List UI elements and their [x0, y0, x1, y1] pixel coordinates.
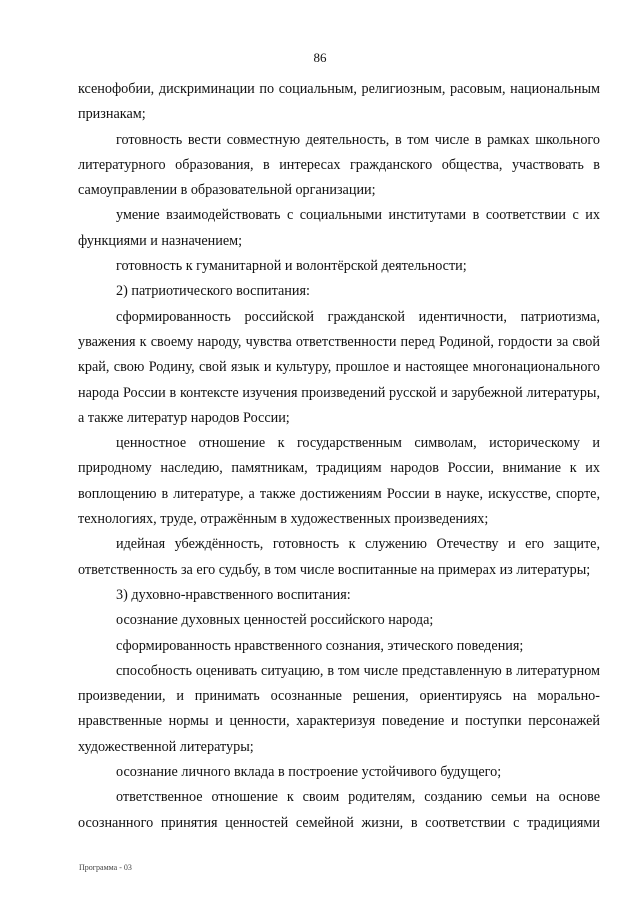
- paragraph-xenophobia: ксенофобии, дискриминации по социальным, религиозным, расовым, национальным признакам;: [78, 81, 600, 123]
- paragraph-civic-identity: сформированность российской гражданской идентичности, патриотизма, уважения к своему народу, чувства ответственности перед Родиной, гордости за свой край, свою Родину, свой язык и культуру, прошлое и настоящее многонационального народа России в контексте изучения произведений русской и зарубежной литературы, а также литератур народов России;: [78, 308, 600, 426]
- paragraph-social-institutions: умение взаимодействовать с социальными институтами в соответствии с их функциями и назначением;: [78, 207, 600, 249]
- heading-patriotic-education: 2) патриотического воспитания:: [116, 283, 310, 300]
- heading-spiritual-moral-education: 3) духовно-нравственного воспитания:: [116, 586, 351, 603]
- footer-label: Программа - 03: [79, 863, 132, 872]
- paragraph-volunteer: готовность к гуманитарной и волонтёрской деятельности;: [116, 258, 467, 275]
- paragraph-state-symbols: ценностное отношение к государственным символам, историческому и природному наследию, памятникам, традициям народов России, внимание к их воплощению в литературе, а также достижениям России в науке, искусстве, спорте, технологиях, труде, отражённым в художественных произведениях;: [78, 435, 600, 528]
- body-text: [78, 77, 600, 836]
- paragraph-spiritual-values: осознание духовных ценностей российского народа;: [116, 612, 434, 629]
- page-number: 86: [313, 50, 327, 65]
- paragraph-situation-assessment: способность оценивать ситуацию, в том числе представленную в литературном произведении, и принимать осознанные решения, ориентируясь на морально-нравственные нормы и ценности, характеризуя поведение и поступки персонажей художественной литературы;: [78, 662, 600, 755]
- paragraph-moral-consciousness: сформированность нравственного сознания, этического поведения;: [116, 637, 524, 654]
- paragraph-family-values: ответственное отношение к своим родителям, созданию семьи на основе осознанного принятия ценностей семейной жизни, в соответствии с традициями: [78, 789, 600, 831]
- paragraph-joint-activity: готовность вести совместную деятельность, в том числе в рамках школьного литературного образования, в интересах гражданского общества, участвовать в самоуправлении в образовательной организации;: [78, 131, 600, 199]
- paragraph-ideological-conviction: идейная убеждённость, готовность к служению Отечеству и его защите, ответственность за его судьбу, в том числе воспитанные на примерах из литературы;: [78, 536, 600, 578]
- paragraph-personal-contribution: осознание личного вклада в построение устойчивого будущего;: [116, 764, 502, 781]
